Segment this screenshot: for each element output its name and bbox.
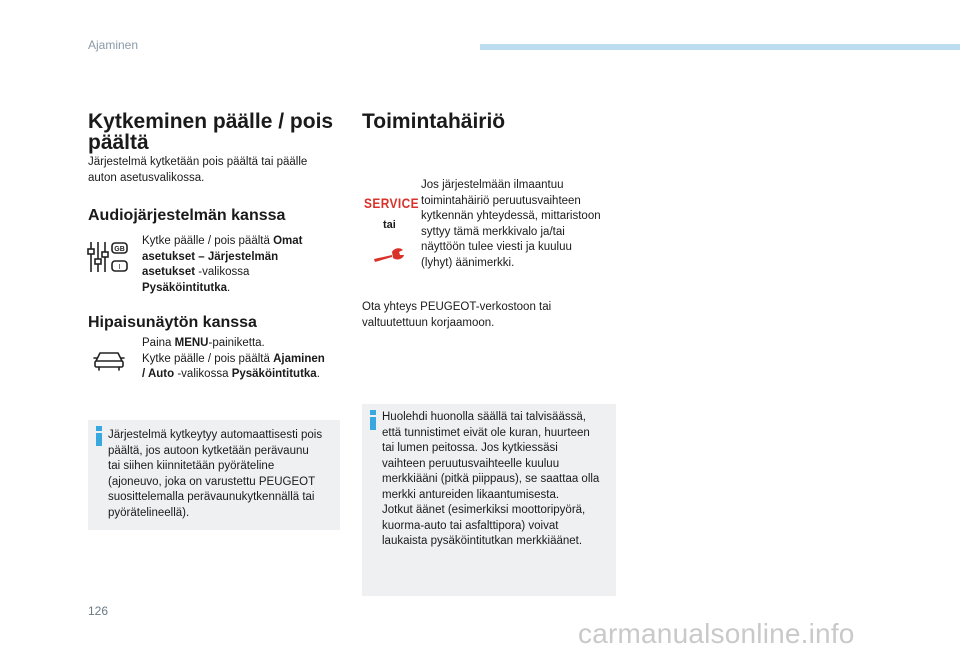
watermark: carmanualsonline.info bbox=[578, 618, 855, 649]
info-line: kuorma-auto tai asfalttipora) voivat bbox=[382, 519, 559, 532]
fault-line: kytkennän yhteydessä, mittaristoon bbox=[421, 210, 601, 222]
touch-instructions bbox=[142, 336, 342, 383]
info-line: Huolehdi huonolla säällä tai talvisäässä, bbox=[382, 411, 586, 423]
touch-bold: / Auto bbox=[142, 368, 175, 380]
title-line-1: Kytkeminen päälle / pois bbox=[88, 110, 334, 133]
fault-line: näyttöön tulee viesti ja kuuluu bbox=[421, 241, 572, 253]
contact-line: Ota yhteys PEUGEOT-verkostoon tai bbox=[362, 301, 552, 313]
right-title bbox=[362, 111, 505, 132]
left-title bbox=[88, 111, 338, 153]
header-bar bbox=[480, 44, 960, 50]
audio-text: . bbox=[227, 281, 231, 294]
intro-line-1: Järjestelmä kytketään pois päältä tai päälle bbox=[88, 156, 308, 168]
touch-text: -painiketta. bbox=[208, 337, 265, 349]
fault-line: toimintahäiriö peruutusvaihteen bbox=[421, 194, 581, 207]
info-box-right bbox=[362, 404, 616, 596]
info-line: että tunnistimet eivät ole kuran, huurteen bbox=[382, 426, 590, 439]
touch-text: -valikossa bbox=[174, 368, 232, 380]
audio-bold: asetukset – Järjestelmän bbox=[142, 250, 279, 263]
info-line: vaihteen peruutusvaihteelle kuuluu bbox=[382, 457, 560, 470]
intro-paragraph bbox=[88, 155, 348, 186]
info-right-text bbox=[382, 410, 616, 550]
audio-bold: asetukset bbox=[142, 266, 196, 278]
touch-bold: Pysäköintitutka bbox=[231, 368, 317, 380]
fault-line: (lyhyt) äänimerkki. bbox=[421, 256, 515, 269]
info-line: merkkiääni (pitkä piippaus), se saattaa olla bbox=[382, 473, 600, 485]
wrench-icon bbox=[372, 245, 406, 265]
info-line: Jotkut äänet (esimerkiksi moottoripyörä, bbox=[382, 504, 586, 516]
audio-text: -valikossa bbox=[195, 266, 250, 278]
contact-paragraph bbox=[362, 300, 612, 331]
info-line: tai siihen kiinnitetään pyöräteline bbox=[108, 460, 275, 472]
info-line: Järjestelmä kytkeytyy automaattisesti pois bbox=[108, 429, 323, 441]
audio-heading: Audiojärjestelmän kanssa bbox=[88, 207, 286, 224]
section-title: Ajaminen bbox=[88, 38, 139, 52]
info-box-left bbox=[88, 420, 340, 530]
fault-line: syttyy tämä merkkivalo ja/tai bbox=[421, 225, 565, 238]
fault-line: Jos järjestelmään ilmaantuu bbox=[421, 179, 564, 191]
info-line: tai lumen peitossa. Jos kytkiessäsi bbox=[382, 442, 558, 454]
svg-text:GB: GB bbox=[114, 246, 125, 253]
touch-text: Paina bbox=[142, 337, 175, 349]
info-left-text bbox=[108, 428, 340, 521]
touch-text: . bbox=[316, 368, 320, 380]
svg-text:I: I bbox=[118, 264, 121, 271]
audio-bold: Omat bbox=[273, 235, 303, 247]
page-number: 126 bbox=[88, 604, 109, 618]
audio-settings-icon bbox=[86, 240, 130, 274]
info-line: (ajoneuvo, joka on varustettu PEUGEOT bbox=[108, 475, 316, 488]
or-label: tai bbox=[383, 219, 396, 231]
touch-heading: Hipaisunäytön kanssa bbox=[88, 314, 257, 331]
info-line: päältä, jos autoon kytketään perävaunu bbox=[108, 444, 309, 457]
fault-title: Toimintahäiriö bbox=[362, 110, 506, 133]
info-line: pyörätelineellä). bbox=[108, 506, 190, 519]
intro-line-2: auton asetusvalikossa. bbox=[88, 171, 205, 184]
info-line: merkki antureiden likaantumisesta. bbox=[382, 488, 560, 501]
touch-text: Kytke päälle / pois päältä bbox=[142, 352, 274, 365]
info-line: suosittelemalla perävaunukytkennällä tai bbox=[108, 491, 315, 503]
title-line-2: päältä bbox=[88, 131, 149, 154]
contact-line: valtuutettuun korjaamoon. bbox=[362, 316, 495, 329]
audio-text: Kytke päälle / pois päältä bbox=[142, 235, 274, 247]
audio-bold: Pysäköintitutka bbox=[142, 281, 227, 294]
audio-instructions bbox=[142, 234, 342, 296]
touch-bold: Ajaminen bbox=[273, 352, 325, 365]
service-warning-icon: SERVICE bbox=[364, 195, 420, 211]
fault-paragraph bbox=[421, 178, 621, 271]
touch-bold: MENU bbox=[174, 337, 209, 349]
car-icon bbox=[93, 348, 125, 372]
info-line: laukaista pysäköintitutkan merkkiäänet. bbox=[382, 535, 583, 547]
